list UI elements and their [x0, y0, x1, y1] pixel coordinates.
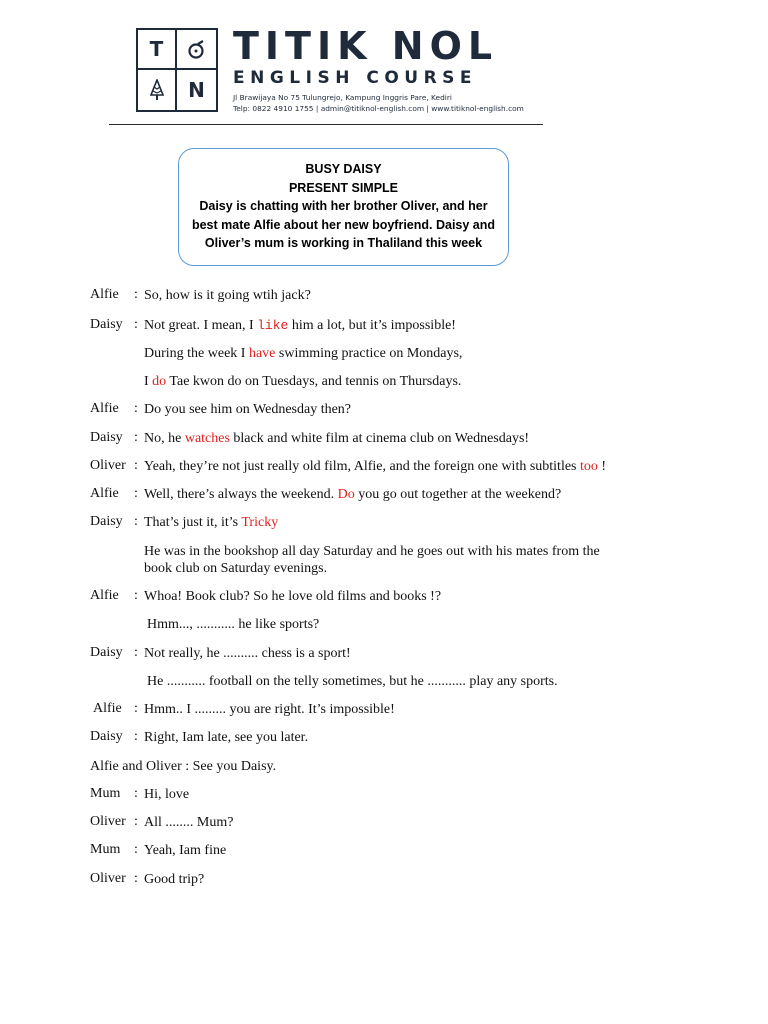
dialogue-line: Good trip? — [144, 872, 205, 887]
dialogue-line: Yeah, Iam fine — [144, 843, 227, 858]
colon: : — [134, 645, 138, 660]
header-divider — [109, 124, 543, 125]
dialogue-line: Hi, love — [144, 787, 190, 802]
speaker-alfie: Alfie — [93, 701, 122, 716]
speaker-mum: Mum — [90, 842, 121, 857]
lesson-title: BUSY DAISY — [305, 162, 382, 176]
logo — [136, 28, 218, 112]
speaker-daisy: Daisy — [90, 645, 123, 660]
highlight-word: like — [257, 318, 289, 333]
speaker-mum: Mum — [90, 786, 121, 801]
lesson-description-line: best mate Alfie about her new boyfriend. Daisy and — [191, 217, 496, 232]
dialogue-line: All ........ Mum? — [144, 815, 234, 830]
colon: : — [134, 729, 138, 744]
colon: : — [134, 401, 138, 416]
colon: : — [134, 588, 138, 603]
highlight-word: Do — [337, 487, 355, 502]
dialogue-line: He was in the bookshop all day Saturday and he goes out with his mates from the — [144, 544, 600, 559]
brand-block — [233, 24, 524, 113]
dialogue-line: Not great. I mean, I like him a lot, but it’s impossible! — [144, 318, 456, 333]
highlight-word: watches — [184, 431, 230, 446]
colon: : — [134, 814, 138, 829]
dialogue-line: Well, there’s always the weekend. Do you go out together at the weekend? — [144, 487, 562, 502]
colon: : — [134, 486, 138, 501]
colon: : — [134, 786, 138, 801]
apple-icon — [177, 30, 216, 70]
dialogue-line: I do Tae kwon do on Tuesdays, and tennis on Thursdays. — [144, 374, 462, 389]
speaker-oliver: Oliver — [90, 871, 126, 886]
logo-letter-n: N — [188, 78, 205, 102]
dialogue-line: So, how is it going wtih jack? — [144, 288, 311, 303]
lesson-description-line: Oliver’s mum is working in Thaliland this week — [204, 236, 483, 251]
speaker-alfie: Alfie — [90, 486, 119, 501]
highlight-word: have — [248, 346, 276, 361]
speaker-oliver: Oliver — [90, 814, 126, 829]
brand-address: Jl Brawijaya No 75 Tulungrejo, Kampung Inggris Pare, Kediri — [233, 93, 452, 102]
colon: : — [134, 317, 138, 332]
dialogue-line: During the week I have swimming practice on Mondays, — [144, 346, 463, 361]
lesson-description-line: Daisy is chatting with her brother Oliver, and her — [199, 199, 488, 214]
lesson-topic: PRESENT SIMPLE — [288, 180, 399, 195]
speaker-oliver: Oliver — [90, 458, 126, 473]
highlight-word: too — [580, 459, 598, 474]
colon: : — [134, 430, 138, 445]
dialogue-line: Hmm.. I ......... you are right. It’s impossible! — [144, 702, 395, 717]
lesson-info-box — [178, 148, 509, 266]
dialogue-line: No, he watches black and white film at cinema club on Wednesdays! — [144, 431, 530, 446]
colon: : — [134, 701, 138, 716]
dialogue-line: Alfie and Oliver : See you Daisy. — [90, 759, 277, 774]
dialogue-line: Whoa! Book club? So he love old films and books !? — [144, 589, 442, 604]
dialogue-line: book club on Saturday evenings. — [144, 561, 328, 576]
tree-icon — [138, 70, 177, 110]
highlight-word: do — [152, 374, 167, 389]
colon: : — [134, 871, 138, 886]
colon: : — [134, 287, 138, 302]
dialogue-line: Hmm..., ........... he like sports? — [147, 617, 320, 632]
speaker-daisy: Daisy — [90, 729, 123, 744]
dialogue-line: That’s just it, it’s Tricky — [144, 515, 279, 530]
dialogue-line: Not really, he .......... chess is a sport! — [144, 646, 351, 661]
speaker-daisy: Daisy — [90, 430, 123, 445]
speaker-alfie: Alfie — [90, 588, 119, 603]
brand-contact: Telp: 0822 4910 1755 | admin@titiknol-english.com | www.titiknol-english.com — [233, 104, 524, 113]
brand-title: TITIK NOL — [233, 24, 499, 68]
colon: : — [134, 842, 138, 857]
speaker-alfie: Alfie — [90, 401, 119, 416]
dialogue-line: He ........... football on the telly sometimes, but he ........... play any sports. — [147, 674, 558, 689]
colon: : — [134, 514, 138, 529]
speaker-alfie: Alfie — [90, 287, 119, 302]
speaker-daisy: Daisy — [90, 317, 123, 332]
colon: : — [134, 458, 138, 473]
brand-subtitle: ENGLISH COURSE — [233, 68, 478, 88]
highlight-word: Tricky — [241, 515, 279, 530]
dialogue-line: Do you see him on Wednesday then? — [144, 402, 352, 417]
logo-letter-t: T — [138, 30, 177, 70]
speaker-daisy: Daisy — [90, 514, 123, 529]
dialogue-line: Right, Iam late, see you later. — [144, 730, 309, 745]
dialogue-line: Yeah, they’re not just really old film, Alfie, and the foreign one with subtitles too ! — [144, 459, 607, 474]
